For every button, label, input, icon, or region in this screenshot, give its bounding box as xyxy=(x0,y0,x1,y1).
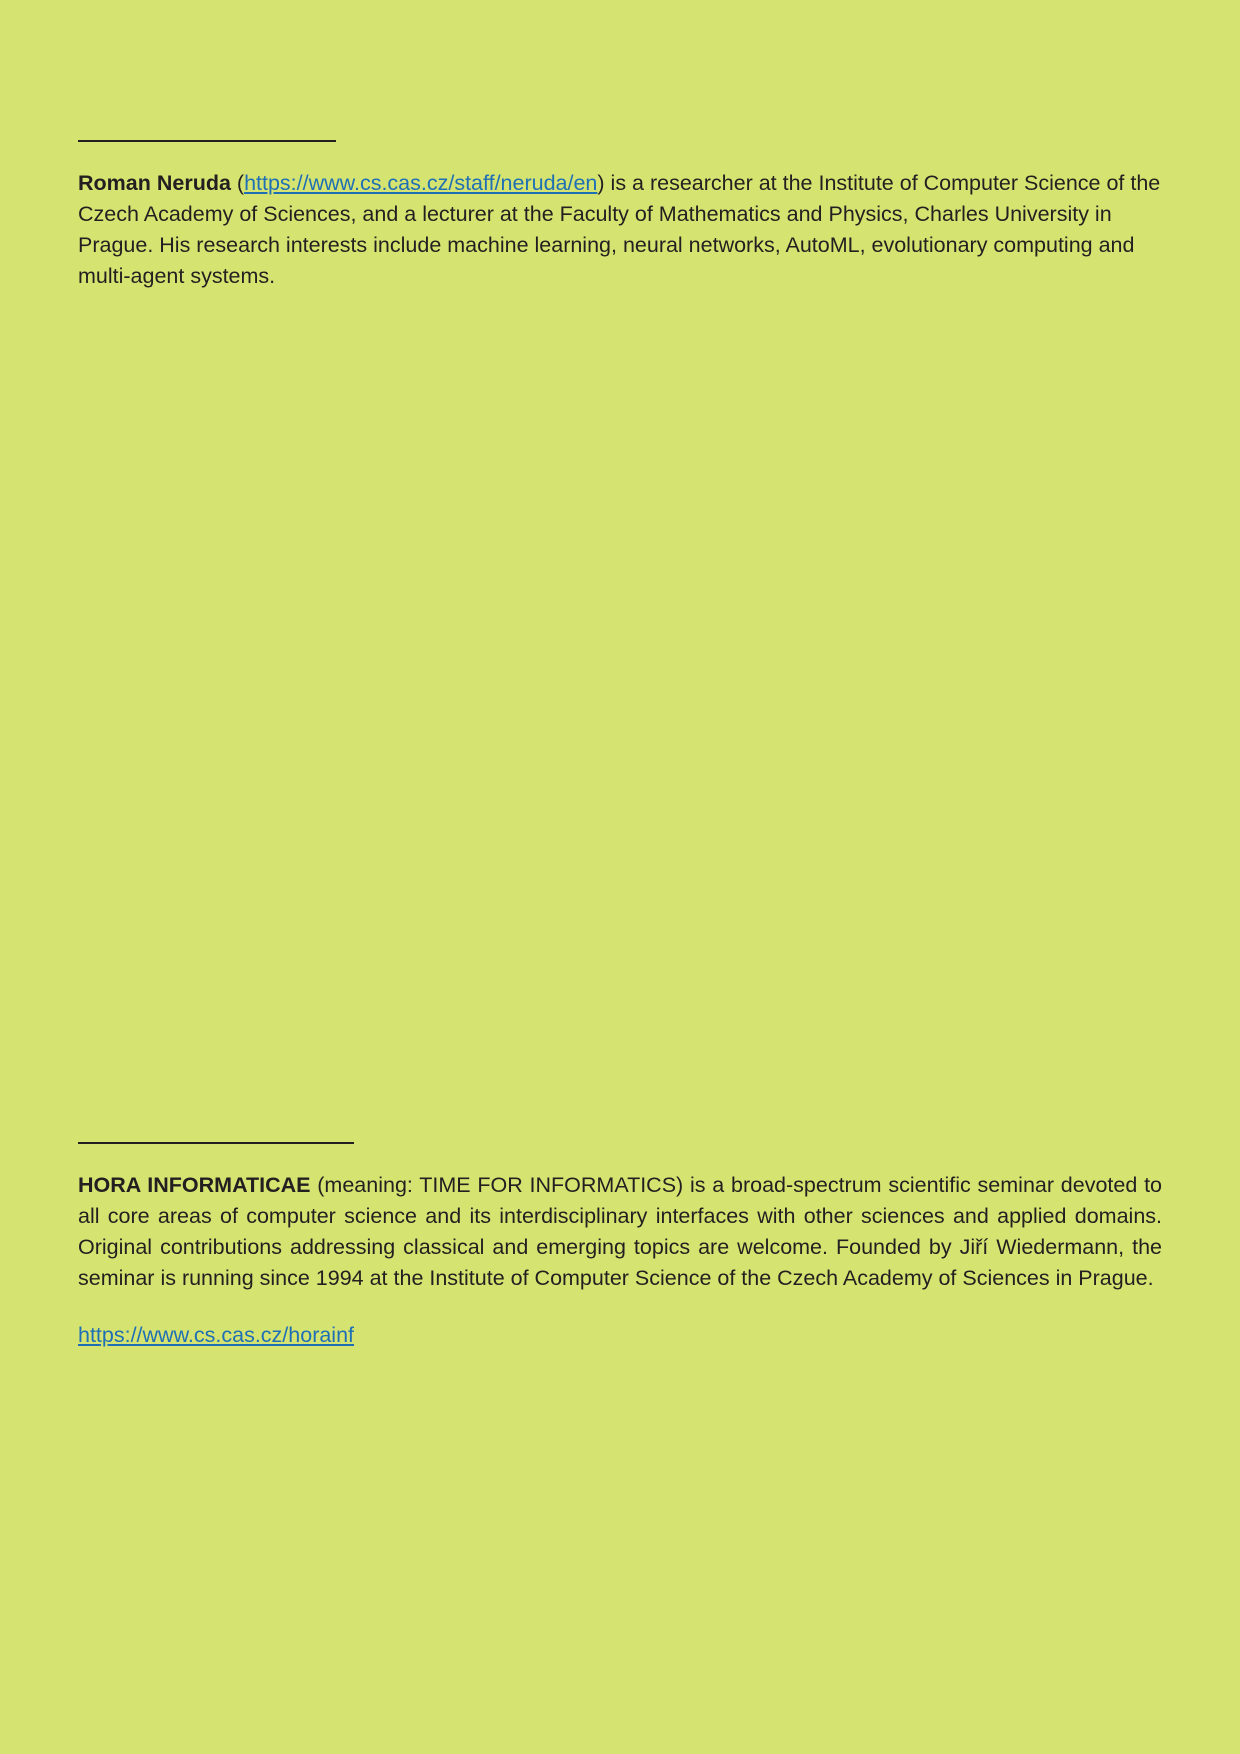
seminar-link-paragraph xyxy=(78,1320,1162,1351)
author-homepage-link[interactable]: https://www.cs.cas.cz/staff/neruda/en xyxy=(244,171,598,195)
author-bio-block xyxy=(78,140,1162,292)
seminar-description-paragraph xyxy=(78,1170,1162,1294)
bio-separator-rule xyxy=(78,140,336,142)
seminar-info-block xyxy=(78,1142,1162,1351)
seminar-description-text: (meaning: TIME FOR INFORMATICS) is a broad-spectrum scientific seminar devoted to all core areas of computer science and its interdisciplinary interfaces with other sciences and applied domains. Original contributions addressing classical and emerging topics are welcome. Founded by Jiří Wiedermann, the seminar is running since 1994 at the Institute of Computer Science of the Czech Academy of Sciences in Prague. xyxy=(78,1173,1162,1290)
author-name: Roman Neruda xyxy=(78,171,231,195)
author-bio-text: is a researcher at the Institute of Computer Science of the Czech Academy of Sciences, and a lecturer at the Faculty of Mathematics and Physics, Charles University in Prague. His research interests include machine learning, neural networks, AutoML, evolutionary computing and multi-agent systems. xyxy=(78,171,1161,288)
seminar-title: HORA INFORMATICAE xyxy=(78,1173,311,1197)
bio-close-paren: ) xyxy=(597,171,605,195)
seminar-website-link[interactable]: https://www.cs.cas.cz/horainf xyxy=(78,1323,355,1347)
author-bio-paragraph xyxy=(78,168,1162,292)
bio-open-paren: ( xyxy=(230,171,245,195)
seminar-separator-rule xyxy=(78,1142,354,1144)
